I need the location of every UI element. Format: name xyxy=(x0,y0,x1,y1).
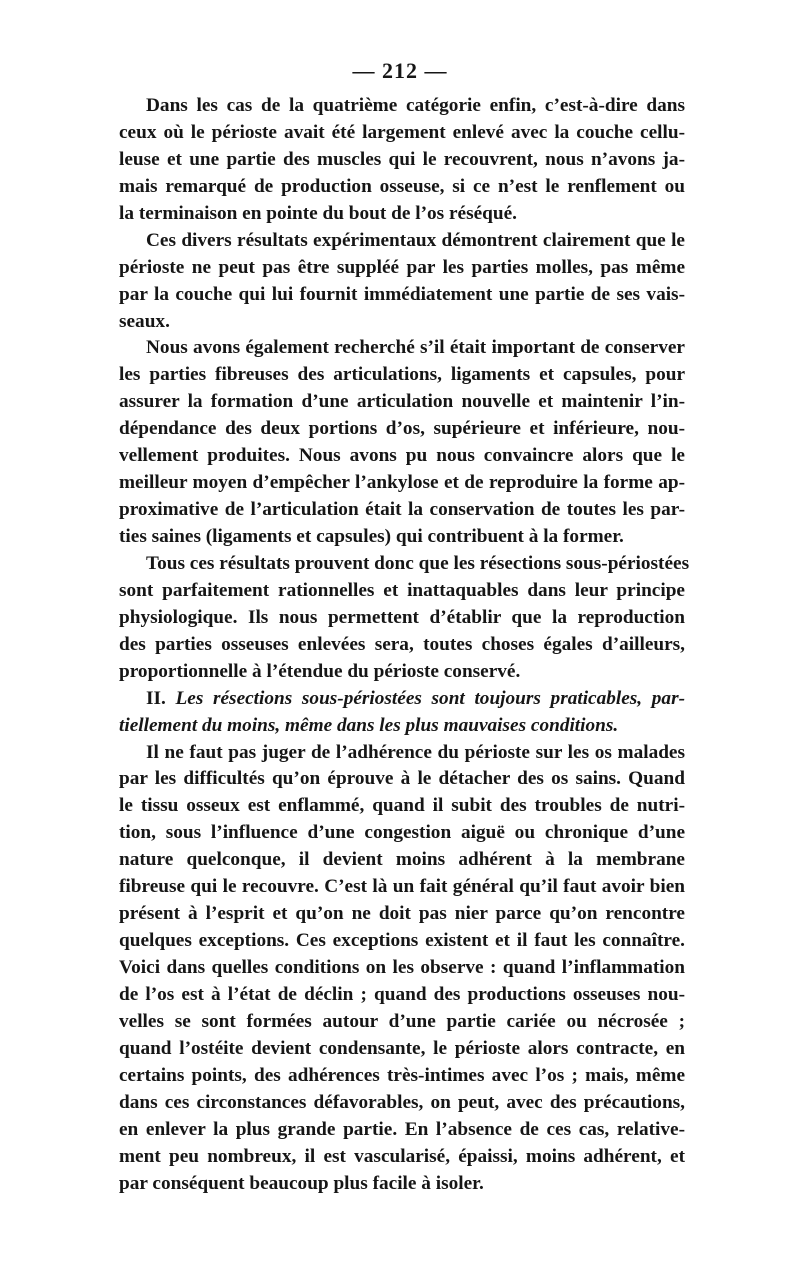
text-line: certains points, des adhérences très-intimes avec l’os ; mais, même xyxy=(119,1064,685,1086)
text-line: mais remarqué de production osseuse, si ce n’est le renflement ou xyxy=(119,175,685,197)
body-text xyxy=(119,93,690,1197)
text-line: proportionnelle à l’étendue du périoste conservé. xyxy=(119,660,521,682)
text-line: vellement produites. Nous avons pu nous convaincre alors que le xyxy=(119,445,685,467)
page-number: — 212 — xyxy=(352,58,448,83)
italic-text: Les résections sous-périostées sont toujours praticables, par- xyxy=(175,687,685,709)
text-line: Tous ces résultats prouvent donc que les résections sous-périostées xyxy=(146,552,690,574)
text-line: périoste ne peut pas être suppléé par les parties molles, pas même xyxy=(119,256,685,278)
text-line: ment peu nombreux, il est vascularisé, épaissi, moins adhérent, et xyxy=(119,1145,685,1167)
text-line: dépendance des deux portions d’os, supérieure et inférieure, nou- xyxy=(119,418,685,440)
text-line: meilleur moyen d’empêcher l’ankylose et de reproduire la forme ap- xyxy=(119,472,685,494)
italic-text: tiellement du moins, même dans les plus mauvaises conditions. xyxy=(119,714,619,736)
text-line: proximative de l’articulation était la conservation de toutes les par- xyxy=(119,499,685,521)
text-line: fibreuse qui le recouvre. C’est là un fait général qu’il faut avoir bien xyxy=(119,876,685,898)
text-line: tion, sous l’influence d’une congestion aiguë ou chronique d’une xyxy=(119,822,685,844)
text-line: sont parfaitement rationnelles et inattaquables dans leur principe xyxy=(119,579,685,601)
text-line: par les difficultés qu’on éprouve à le détacher des os sains. Quand xyxy=(119,768,685,790)
text-line: quelques exceptions. Ces exceptions existent et il faut les connaître. xyxy=(119,930,685,952)
text-line: nature quelconque, il devient moins adhérent à la membrane xyxy=(119,849,685,871)
text-line: Ces divers résultats expérimentaux démontrent clairement que le xyxy=(146,229,685,251)
text-line: par conséquent beaucoup plus facile à isoler. xyxy=(119,1172,484,1194)
text-line: quand l’ostéite devient condensante, le périoste alors contracte, en xyxy=(119,1037,685,1059)
text-line: assurer la formation d’une articulation nouvelle et maintenir l’in- xyxy=(119,391,685,413)
text-line: le tissu osseux est enflammé, quand il subit des troubles de nutri- xyxy=(119,795,685,817)
text-line xyxy=(119,713,685,740)
text-line: seaux. xyxy=(119,310,170,332)
text-line: Dans les cas de la quatrième catégorie enfin, c’est-à-dire dans xyxy=(146,95,685,116)
text-line xyxy=(119,686,685,713)
text-line: Il ne faut pas juger de l’adhérence du périoste sur les os malades xyxy=(146,741,685,763)
text-line: des parties osseuses enlevées sera, toutes choses égales d’ailleurs, xyxy=(119,633,685,655)
text-line: les parties fibreuses des articulations, ligaments et capsules, pour xyxy=(119,364,685,386)
text-line: dans ces circonstances défavorables, on peut, avec des précautions, xyxy=(119,1091,685,1113)
text-line: Voici dans quelles conditions on les observe : quand l’inflammation xyxy=(119,957,685,978)
text-line: velles se sont formées autour d’une partie cariée ou nécrosée ; xyxy=(119,1010,685,1032)
text-line: physiologique. Ils nous permettent d’établir que la reproduction xyxy=(119,606,685,628)
text-line: ceux où le périoste avait été largement enlevé avec la couche cellu- xyxy=(119,121,685,143)
text-line: présent à l’esprit et qu’on ne doit pas nier parce qu’on rencontre xyxy=(119,903,685,925)
text-line: leuse et une partie des muscles qui le recouvrent, nous n’avons ja- xyxy=(119,148,685,170)
text-segment: II. xyxy=(146,687,176,709)
text-line: par la couche qui lui fournit immédiatement une partie de ses vais- xyxy=(119,283,685,305)
text-line: de l’os est à l’état de déclin ; quand des productions osseuses nou- xyxy=(119,983,685,1005)
text-line: ties saines (ligaments et capsules) qui contribuent à la former. xyxy=(119,526,624,547)
text-line: Nous avons également recherché s’il était important de conserver xyxy=(146,337,685,359)
text-line: en enlever la plus grande partie. En l’absence de ces cas, relative- xyxy=(119,1118,685,1140)
text-line: la terminaison en pointe du bout de l’os réséqué. xyxy=(119,202,517,224)
